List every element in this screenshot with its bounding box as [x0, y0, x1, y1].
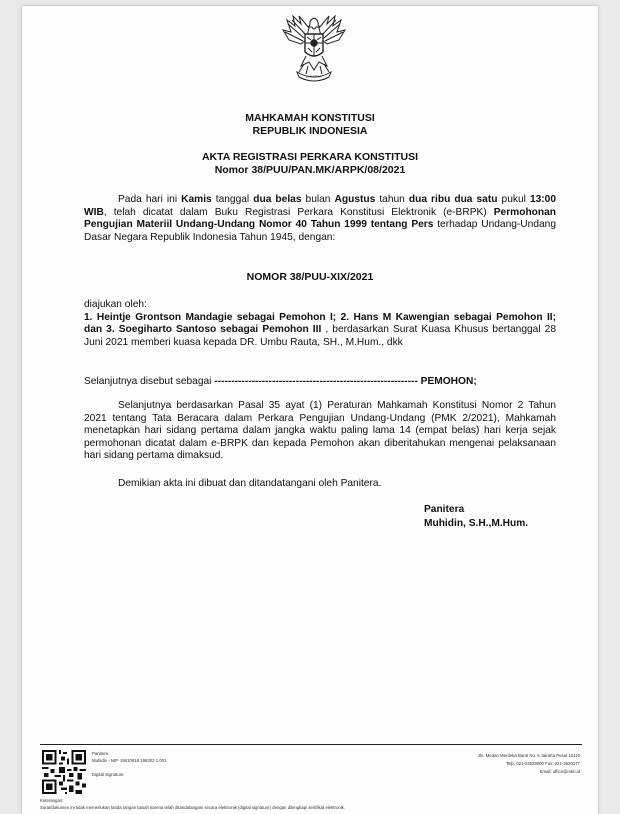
footer-divider [40, 744, 582, 745]
footer-note-label: Keterangan: [40, 798, 64, 803]
footer-phone: Telp: 021-23529000 Fax: 021-3520177 [505, 761, 580, 766]
signature-name: Muhidin, S.H.,M.Hum. [424, 518, 529, 529]
footer-address: Jln. Medan Merdeka Barat No. 6 Jakarta Pusat 10110 [477, 753, 580, 758]
qr-code-icon [42, 750, 86, 794]
footer-email: Email: office@mkri.id [539, 769, 580, 774]
footer-note-text: Surat/dokumen ini tidak memerlukan tanda tangan basah karena telah ditandatangani secara elektronik (digital signature) dengan dilengkapi sertifikat elektronik. [40, 805, 346, 810]
hearing-paragraph: Selanjutnya berdasarkan Pasal 35 ayat (1) Peraturan Mahkamah Konstitusi Nomor 2 Tahun 2021 tentang Tata Beracara dalam Perkara Pengujian Undang-Undang (PMK 2/2021), Mahkamah menetapkan hari sidang pertama dalam jangka waktu paling lama 14 (empat belas) hari kerja sejak permohonan dicatat dalam e-BRPK dan kepada Pemohon akan diberitahukan mengenai pelaksanaan hari sidang pertama dimaksud. [84, 400, 556, 462]
garuda-emblem-icon [279, 10, 349, 86]
designation-line: Selanjutnya disebut sebagai ------------------------------------------------------------ PEMOHON; [84, 376, 477, 387]
footer-signer-detail: Muhidin - NIP. 19610818 198302 1 001 [92, 758, 167, 763]
document-number: Nomor 38/PUU/PAN.MK/ARPK/08/2021 [214, 164, 406, 176]
institution-name: MAHKAMAH KONSTITUSI [245, 112, 375, 124]
signature-title: Panitera [424, 504, 465, 515]
applicants-paragraph: diajukan oleh: 1. Heintje Grontson Mandagie sebagai Pemohon I; 2. Hans M Kawengian sebagai Pemohon II; dan 3. Soegiharto Santoso sebagai Pemohon III , berdasarkan Surat Kuasa Khusus bertanggal 28 Juni 2021 memberi kuasa kepada DR. Umbu Rauta, SH., M.Hum., dkk [84, 299, 556, 348]
emblem-motto: BHINNEKA [306, 74, 322, 79]
document-page [22, 6, 598, 814]
footer-signer-title: Panitera [92, 751, 109, 756]
country-name: REPUBLIK INDONESIA [252, 125, 368, 137]
footer-sign-type: Digital Signature [92, 772, 124, 777]
document-title: AKTA REGISTRASI PERKARA KONSTITUSI [201, 151, 419, 163]
opening-paragraph: Pada hari ini Kamis tanggal dua belas bulan Agustus tahun dua ribu dua satu pukul 13:00 WIB, telah dicatat dalam Buku Registrasi Perkara Konstitusi Elektronik (e-BRPK) Permohonan Pengujian Materiil Undang-Undang Nomor 40 Tahun 1999 tentang Pers terhadap Undang-Undang Dasar Negara Republik Indonesia Tahun 1945, dengan: [84, 194, 556, 243]
case-number: NOMOR 38/PUU-XIX/2021 [246, 271, 374, 283]
closing-paragraph: Demikian akta ini dibuat dan ditandatangani oleh Panitera. [118, 478, 382, 489]
